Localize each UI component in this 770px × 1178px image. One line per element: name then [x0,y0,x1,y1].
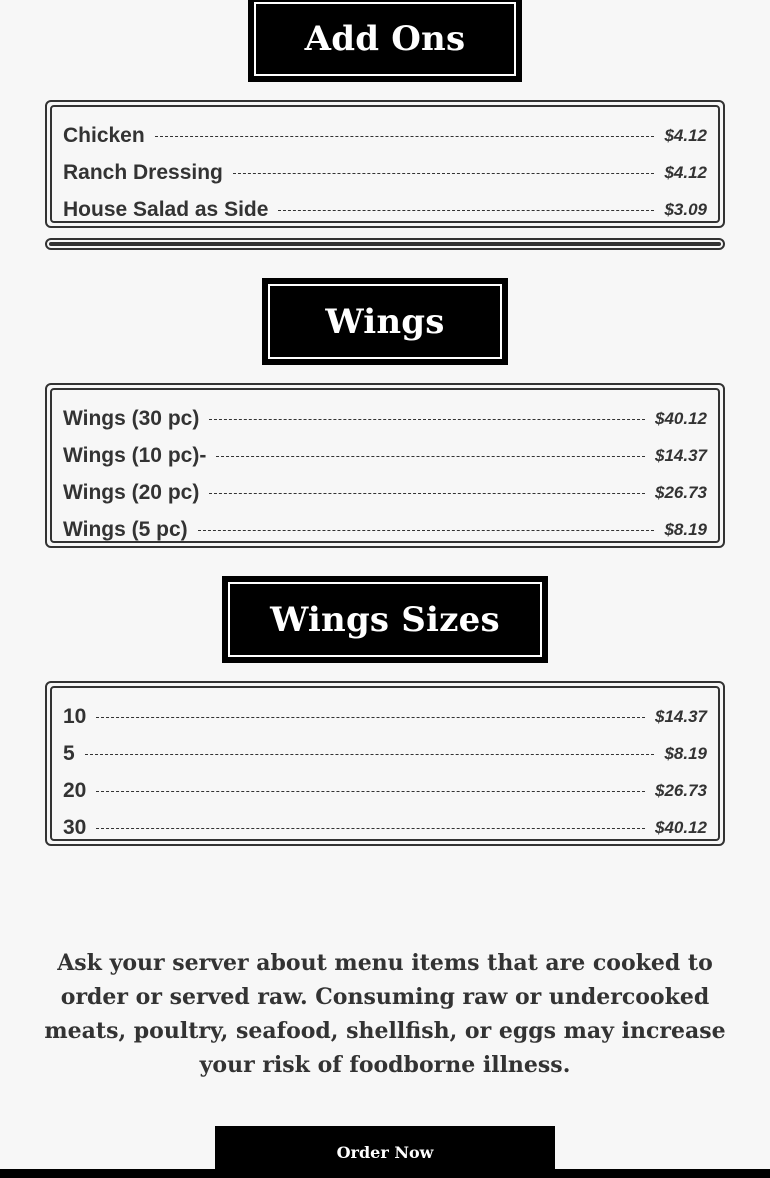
dotted-leader [96,791,645,792]
order-now-button[interactable]: Order Now [215,1126,555,1178]
item-price: $4.12 [664,125,707,145]
dotted-leader [209,419,645,420]
item-price: $8.19 [664,519,707,539]
menu-item[interactable] [63,154,707,191]
menu-list-inner [50,388,720,543]
item-name: 5 [63,741,75,765]
dotted-leader [278,210,654,211]
section-header-add-ons [0,0,770,82]
section-header-wings [0,278,770,365]
menu-list-add-ons [45,100,725,228]
dotted-leader [85,754,655,755]
menu-item[interactable] [63,772,707,809]
section-divider [45,238,725,250]
menu-item[interactable] [63,117,707,154]
menu-list-wings-sizes [45,681,725,846]
item-name: House Salad as Side [63,197,269,221]
menu-list-inner [50,105,720,223]
item-price: $14.37 [655,706,707,726]
menu-item[interactable] [63,437,707,474]
item-price: $26.73 [655,482,707,502]
food-safety-disclaimer: Ask your server about menu items that are cooked to order or served raw. Consuming raw or undercooked meats, poultry, seafood, shellfish, or eggs may increase your risk of foodborne illness. [44,950,726,1078]
menu-item[interactable] [63,511,707,548]
item-name: 30 [63,815,87,839]
menu-list-wings [45,383,725,548]
dotted-leader [209,493,645,494]
item-name: 10 [63,704,87,728]
dotted-leader [198,530,655,531]
item-price: $3.09 [664,199,707,219]
menu-list-inner [50,686,720,841]
item-name: 20 [63,778,87,802]
dotted-leader [96,828,645,829]
item-price: $26.73 [655,780,707,800]
menu-item[interactable] [63,474,707,511]
menu-item[interactable] [63,400,707,437]
dotted-leader [96,717,645,718]
item-name: Wings (20 pc) [63,480,200,504]
menu-item[interactable] [63,735,707,772]
menu-item[interactable] [63,698,707,735]
section-title: Add Ons [248,0,522,82]
item-name: Chicken [63,123,145,147]
bottom-bar [0,1169,770,1178]
section-divider-fill [49,242,721,246]
item-price: $14.37 [655,445,707,465]
item-name: Wings (30 pc) [63,406,200,430]
section-title: Wings [262,278,508,365]
item-name: Wings (5 pc) [63,517,188,541]
dotted-leader [155,136,655,137]
dotted-leader [233,173,655,174]
section-header-wings-sizes [0,576,770,663]
item-price: $40.12 [655,408,707,428]
item-price: $8.19 [664,743,707,763]
menu-item[interactable] [63,191,707,228]
item-name: Ranch Dressing [63,160,223,184]
section-title: Wings Sizes [222,576,548,663]
dotted-leader [216,456,645,457]
item-price: $4.12 [664,162,707,182]
item-price: $40.12 [655,817,707,837]
menu-item[interactable] [63,809,707,846]
item-name: Wings (10 pc)- [63,443,207,467]
